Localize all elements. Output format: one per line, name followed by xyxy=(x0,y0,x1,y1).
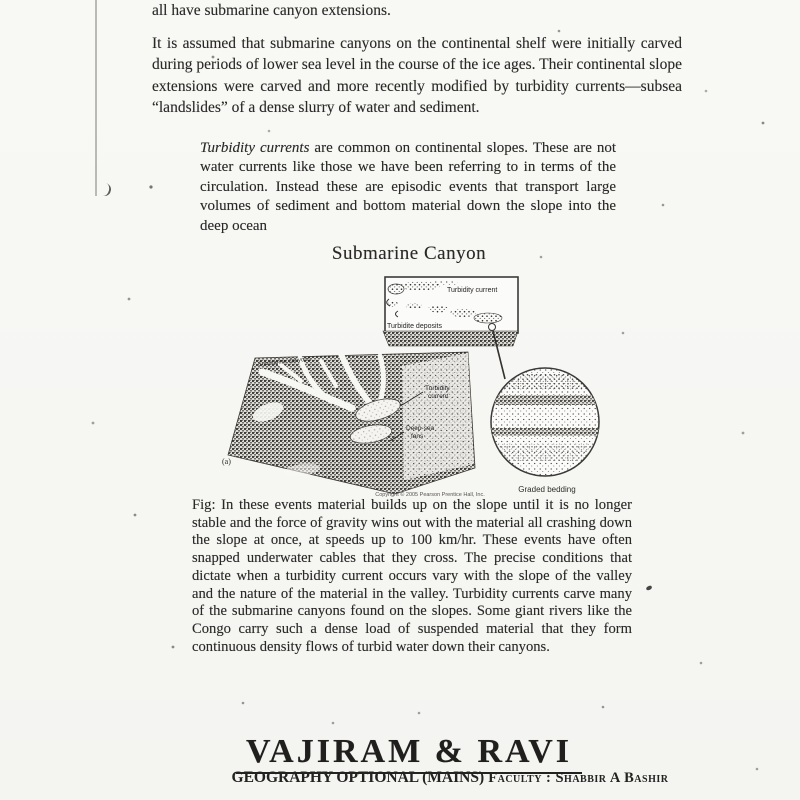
copyright-note: Copyright © 2005 Pearson Prentice Hall, Inc. xyxy=(375,492,485,498)
brand-title: VAJIRAM & RAVI xyxy=(236,733,582,774)
subfigure-label: (a) xyxy=(222,457,231,466)
figure-caption: Fig: In these events material builds up on the slope until it is no longer stable and the force of gravity wins out with the material all crashing down the slope at once, at speeds up to 100 km/hr. These events have often snapped underwater cables that they cross. The precise conditions that dictate when a turbidity current occurs vary with the slope of the valley and the nature of the material in the valley. Turbidity currents carve many of the submarine canyons found on the slopes. Some giant rivers like the Congo carry such a dense load of suspended material that they form continuous density flows of turbid water down their canyons. xyxy=(192,497,632,655)
course-line-right: Faculty : Shabbir A Bashir xyxy=(484,770,669,786)
block-diagram xyxy=(222,352,475,494)
brand-title-wrap xyxy=(9,733,800,774)
block-turbidity-label-line2: current xyxy=(428,393,449,400)
submarine-canyons-label: Submarine canyons xyxy=(257,356,311,368)
inset-box xyxy=(383,277,518,346)
graded-bedding-inset xyxy=(490,368,602,494)
figure-title: Submarine Canyon xyxy=(331,243,487,264)
scan-edge-line xyxy=(95,0,97,196)
ink-blot xyxy=(645,585,652,591)
course-line xyxy=(100,769,800,787)
intro-paragraph: It is assumed that submarine canyons on the continental shelf were initially carved during periods of lower sea level in the course of the ice ages. Their continental slope extensions were carved and more recently modified by turbidity currents—subsea “landslides” of a dense slurry of water and sediment. xyxy=(152,35,682,117)
inset-seafloor-band xyxy=(383,331,518,346)
scan-speckles xyxy=(0,0,2,2)
block-turbidity-label-line1: Turbidity xyxy=(425,385,450,392)
top-partial-line: all have submarine canyon extensions. xyxy=(152,2,391,19)
turbidity-lead-italic: Turbidity currents xyxy=(200,140,310,156)
course-line-left: GEOGRAPHY OPTIONAL (MAINS) xyxy=(231,769,485,786)
inset-turbidite-deposits-label: Turbidite deposits xyxy=(387,323,442,330)
inset-turbidity-current-label: Turbidity current xyxy=(447,287,498,294)
submarine-canyon-figure xyxy=(180,268,680,500)
figure-svg xyxy=(180,268,680,500)
deep-sea-fans-label-line1: Deep-sea xyxy=(406,425,435,432)
graded-bedding-label: Graded bedding xyxy=(518,485,576,494)
turbidity-paragraph xyxy=(200,139,616,236)
deep-sea-fans-label-line2: fans xyxy=(411,433,424,440)
scan-paren-mark xyxy=(97,182,113,198)
turbidity-rest: are common on continental slopes. These are not water currents like those we have been referring to in terms of the circulation. Instead these are episodic events that transport large volumes of sediment and bottom material down the slope into the deep ocean xyxy=(200,140,617,234)
